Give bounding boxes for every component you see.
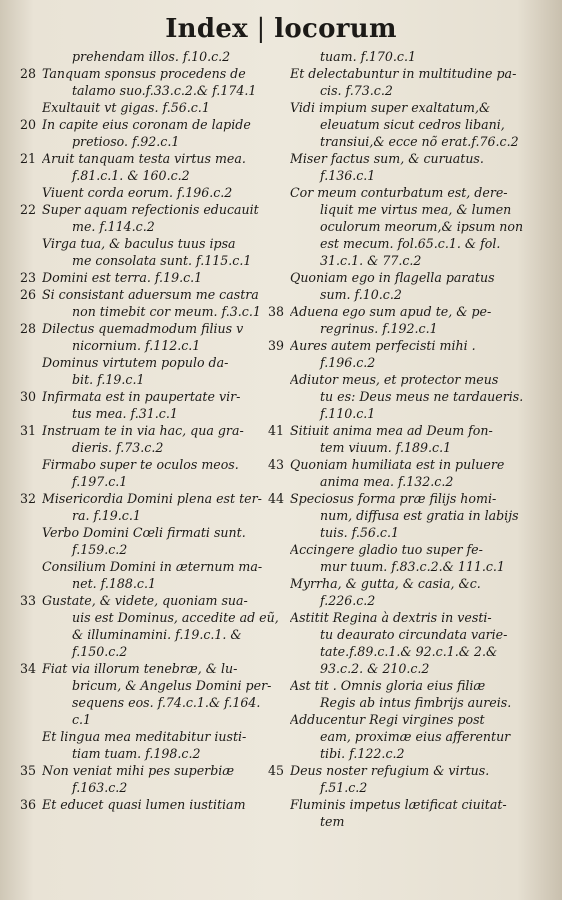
- entry-line: tus mea. f.31.c.1: [72, 406, 178, 421]
- page-title: Index | locorum: [165, 14, 397, 44]
- index-entry: [20, 660, 280, 728]
- entry-line: net. f.188.c.1: [72, 576, 156, 591]
- entry-line: prehendam illos. f.10.c.2: [72, 49, 231, 64]
- entry-line: me consolata sunt. f.115.c.1: [72, 253, 252, 268]
- entry-line: Astitit Regina à dextris in vesti-: [290, 610, 492, 625]
- index-entry: [268, 303, 528, 337]
- entry-line: f.136.c.1: [320, 168, 376, 183]
- entry-line: 93.c.2. & 210.c.2: [320, 661, 430, 676]
- entry-line: Domini est terra. f.19.c.1: [42, 270, 203, 285]
- psalm-verse-number: 38: [268, 304, 285, 319]
- entry-line: Dominus virtutem populo da-: [42, 355, 229, 370]
- entry-line: Si consistant aduersum me castra: [42, 287, 259, 302]
- index-entry: [20, 320, 280, 354]
- index-entry: [20, 286, 280, 320]
- entry-line: Accingere gladio tuo super fe-: [290, 542, 483, 557]
- psalm-verse-number: 39: [268, 338, 285, 353]
- entry-line: tu deaurato circundata varie-: [320, 627, 508, 642]
- entry-line: c.1: [72, 712, 92, 727]
- entry-line: nicornium. f.112.c.1: [72, 338, 201, 353]
- index-entry: [290, 796, 528, 830]
- entry-line: eleuatum sicut cedros libani,: [320, 117, 505, 132]
- index-entry: [42, 354, 280, 388]
- entry-line: Cor meum conturbatum est, dere-: [290, 185, 508, 200]
- right-column: [268, 48, 528, 830]
- entry-line: Super aquam refectionis educauit: [42, 202, 259, 217]
- index-entry: [268, 337, 528, 371]
- left-column: [20, 48, 280, 813]
- psalm-verse-number: 35: [20, 763, 37, 778]
- entry-line: eam, proximæ eius afferentur: [320, 729, 511, 744]
- entry-line: ra. f.19.c.1: [72, 508, 141, 523]
- entry-line: bricum, & Angelus Domini per-: [72, 678, 272, 693]
- entry-line: Ast tit . Omnis gloria eius filiæ: [290, 678, 486, 693]
- index-entry: [20, 592, 280, 660]
- entry-line: cis. f.73.c.2: [320, 83, 393, 98]
- entry-line: tibi. f.122.c.2: [320, 746, 405, 761]
- entry-line: f.150.c.2: [72, 644, 128, 659]
- psalm-verse-number: 32: [20, 491, 37, 506]
- psalm-verse-number: 23: [20, 270, 37, 285]
- entry-line: tem: [320, 814, 345, 829]
- index-entry: [290, 541, 528, 575]
- index-entry: [20, 201, 280, 235]
- entry-line: tem viuum. f.189.c.1: [320, 440, 452, 455]
- index-entry: [20, 796, 280, 813]
- entry-line: Aures autem perfecisti mihi .: [290, 338, 476, 353]
- psalm-verse-number: 43: [268, 457, 285, 472]
- entry-line: Gustate, & videte, quoniam sua-: [42, 593, 248, 608]
- index-entry: [20, 116, 280, 150]
- entry-line: sequens eos. f.74.c.1.& f.164.: [72, 695, 261, 710]
- index-entry: [290, 371, 528, 422]
- index-entry: [290, 677, 528, 711]
- index-entry: [290, 711, 528, 762]
- entry-line: oculorum meorum,& ipsum non: [320, 219, 524, 234]
- psalm-verse-number: 45: [268, 763, 285, 778]
- psalm-verse-number: 20: [20, 117, 37, 132]
- entry-line: f.163.c.2: [72, 780, 128, 795]
- index-entry: [20, 150, 280, 184]
- entry-line: pretioso. f.92.c.1: [72, 134, 180, 149]
- entry-line: sum. f.10.c.2: [320, 287, 402, 302]
- entry-line: Misericordia Domini plena est ter-: [42, 491, 262, 506]
- entry-line: f.81.c.1. & 160.c.2: [72, 168, 190, 183]
- index-entry: [20, 269, 280, 286]
- index-entry: [268, 490, 528, 541]
- index-entry: [42, 456, 280, 490]
- index-entry: [290, 65, 528, 99]
- entry-line: Et delectabuntur in multitudine pa-: [290, 66, 517, 81]
- psalm-verse-number: 31: [20, 423, 37, 438]
- psalm-verse-number: 22: [20, 202, 37, 217]
- psalm-verse-number: 33: [20, 593, 37, 608]
- entry-line: Vidi impium super exaltatum,&: [290, 100, 491, 115]
- index-entry: [290, 99, 528, 150]
- entry-line: anima mea. f.132.c.2: [320, 474, 454, 489]
- index-entry: [42, 184, 280, 201]
- entry-line: Et educet quasi lumen iustitiam: [42, 797, 246, 812]
- entry-line: transiui,& ecce nõ erat.f.76.c.2: [320, 134, 519, 149]
- entry-line: tate.f.89.c.1.& 92.c.1.& 2.&: [320, 644, 498, 659]
- entry-line: f.159.c.2: [72, 542, 128, 557]
- entry-line: In capite eius coronam de lapide: [42, 117, 251, 132]
- psalm-verse-number: 30: [20, 389, 37, 404]
- page-title-index: Index: [165, 14, 248, 44]
- entry-line: Miser factus sum, & curuatus.: [290, 151, 484, 166]
- entry-line: Tanquam sponsus procedens de: [42, 66, 246, 81]
- index-entry: [42, 728, 280, 762]
- index-entry: [42, 48, 280, 65]
- entry-line: f.226.c.2: [320, 593, 376, 608]
- entry-line: f.51.c.2: [320, 780, 368, 795]
- index-entry: [42, 99, 280, 116]
- entry-line: tuam. f.170.c.1: [320, 49, 416, 64]
- entry-line: tu es: Deus meus ne tardaueris.: [320, 389, 524, 404]
- entry-line: Firmabo super te oculos meos.: [42, 457, 239, 472]
- index-entry: [290, 575, 528, 609]
- entry-line: Et lingua mea meditabitur iusti-: [42, 729, 247, 744]
- psalm-verse-number: 36: [20, 797, 37, 812]
- entry-line: Speciosus forma præ filijs homi-: [290, 491, 497, 506]
- entry-line: uis est Dominus, accedite ad eũ,: [72, 610, 279, 625]
- index-entry: [290, 609, 528, 677]
- index-entry: [20, 490, 280, 524]
- entry-line: Aruit tanquam testa virtus mea.: [42, 151, 246, 166]
- entry-line: Viuent corda eorum. f.196.c.2: [42, 185, 233, 200]
- index-entry: [20, 762, 280, 796]
- entry-line: tiam tuam. f.198.c.2: [72, 746, 201, 761]
- entry-line: Fluminis impetus lætificat ciuitat-: [290, 797, 507, 812]
- entry-line: Dilectus quemadmodum filius v: [42, 321, 244, 336]
- entry-line: liquit me virtus mea, & lumen: [320, 202, 512, 217]
- entry-line: Consilium Domini in æternum ma-: [42, 559, 263, 574]
- entry-line: Virga tua, & baculus tuus ipsa: [42, 236, 236, 251]
- psalm-verse-number: 34: [20, 661, 37, 676]
- index-entry: [290, 48, 528, 65]
- index-entry: [20, 388, 280, 422]
- entry-line: & illuminamini. f.19.c.1. &: [72, 627, 242, 642]
- entry-line: Aduena ego sum apud te, & pe-: [290, 304, 492, 319]
- psalm-verse-number: 41: [268, 423, 285, 438]
- entry-line: talamo suo.f.33.c.2.& f.174.1: [72, 83, 257, 98]
- index-entry: [20, 422, 280, 456]
- index-entry: [290, 269, 528, 303]
- entry-line: Sitiuit anima mea ad Deum fon-: [290, 423, 493, 438]
- psalm-verse-number: 44: [268, 491, 285, 506]
- index-entry: [290, 150, 528, 184]
- entry-line: Fiat via illorum tenebræ, & lu-: [42, 661, 238, 676]
- entry-line: Adiutor meus, et protector meus: [290, 372, 499, 387]
- index-entry: [42, 235, 280, 269]
- index-entry: [20, 65, 280, 99]
- index-entry: [42, 558, 280, 592]
- index-entry: [290, 184, 528, 269]
- entry-line: regrinus. f.192.c.1: [320, 321, 438, 336]
- psalm-verse-number: 21: [20, 151, 37, 166]
- entry-line: f.110.c.1: [320, 406, 376, 421]
- entry-line: Infirmata est in paupertate vir-: [42, 389, 241, 404]
- entry-line: Quoniam ego in flagella paratus: [290, 270, 495, 285]
- entry-line: Regis ab intus fimbrijs aureis.: [320, 695, 512, 710]
- entry-line: num, diffusa est gratia in labijs: [320, 508, 519, 523]
- index-entry: [42, 524, 280, 558]
- entry-line: Quoniam humiliata est in puluere: [290, 457, 505, 472]
- psalm-verse-number: 28: [20, 66, 37, 81]
- entry-line: Myrrha, & gutta, & casia, &c.: [290, 576, 481, 591]
- index-entry: [268, 456, 528, 490]
- entry-line: Adducentur Regi virgines post: [290, 712, 485, 727]
- entry-line: tuis. f.56.c.1: [320, 525, 399, 540]
- entry-line: f.196.c.2: [320, 355, 376, 370]
- entry-line: me. f.114.c.2: [72, 219, 155, 234]
- entry-line: f.197.c.1: [72, 474, 128, 489]
- entry-line: bit. f.19.c.1: [72, 372, 145, 387]
- entry-line: Instruam te in via hac, qua gra-: [42, 423, 244, 438]
- index-entry: [268, 762, 528, 796]
- psalm-verse-number: 28: [20, 321, 37, 336]
- page-title-locorum: locorum: [274, 14, 397, 44]
- entry-line: Deus noster refugium & virtus.: [290, 763, 490, 778]
- entry-line: Non veniat mihi pes superbiæ: [42, 763, 235, 778]
- entry-line: dieris. f.73.c.2: [72, 440, 164, 455]
- entry-line: Exultauit vt gigas. f.56.c.1: [42, 100, 210, 115]
- entry-line: est mecum. fol.65.c.1. & fol.: [320, 236, 501, 251]
- entry-line: Verbo Domini Cœli firmati sunt.: [42, 525, 246, 540]
- entry-line: 31.c.1. & 77.c.2: [320, 253, 422, 268]
- index-entry: [268, 422, 528, 456]
- entry-line: non timebit cor meum. f.3.c.1: [72, 304, 261, 319]
- entry-line: mur tuum. f.83.c.2.& 111.c.1: [320, 559, 505, 574]
- psalm-verse-number: 26: [20, 287, 37, 302]
